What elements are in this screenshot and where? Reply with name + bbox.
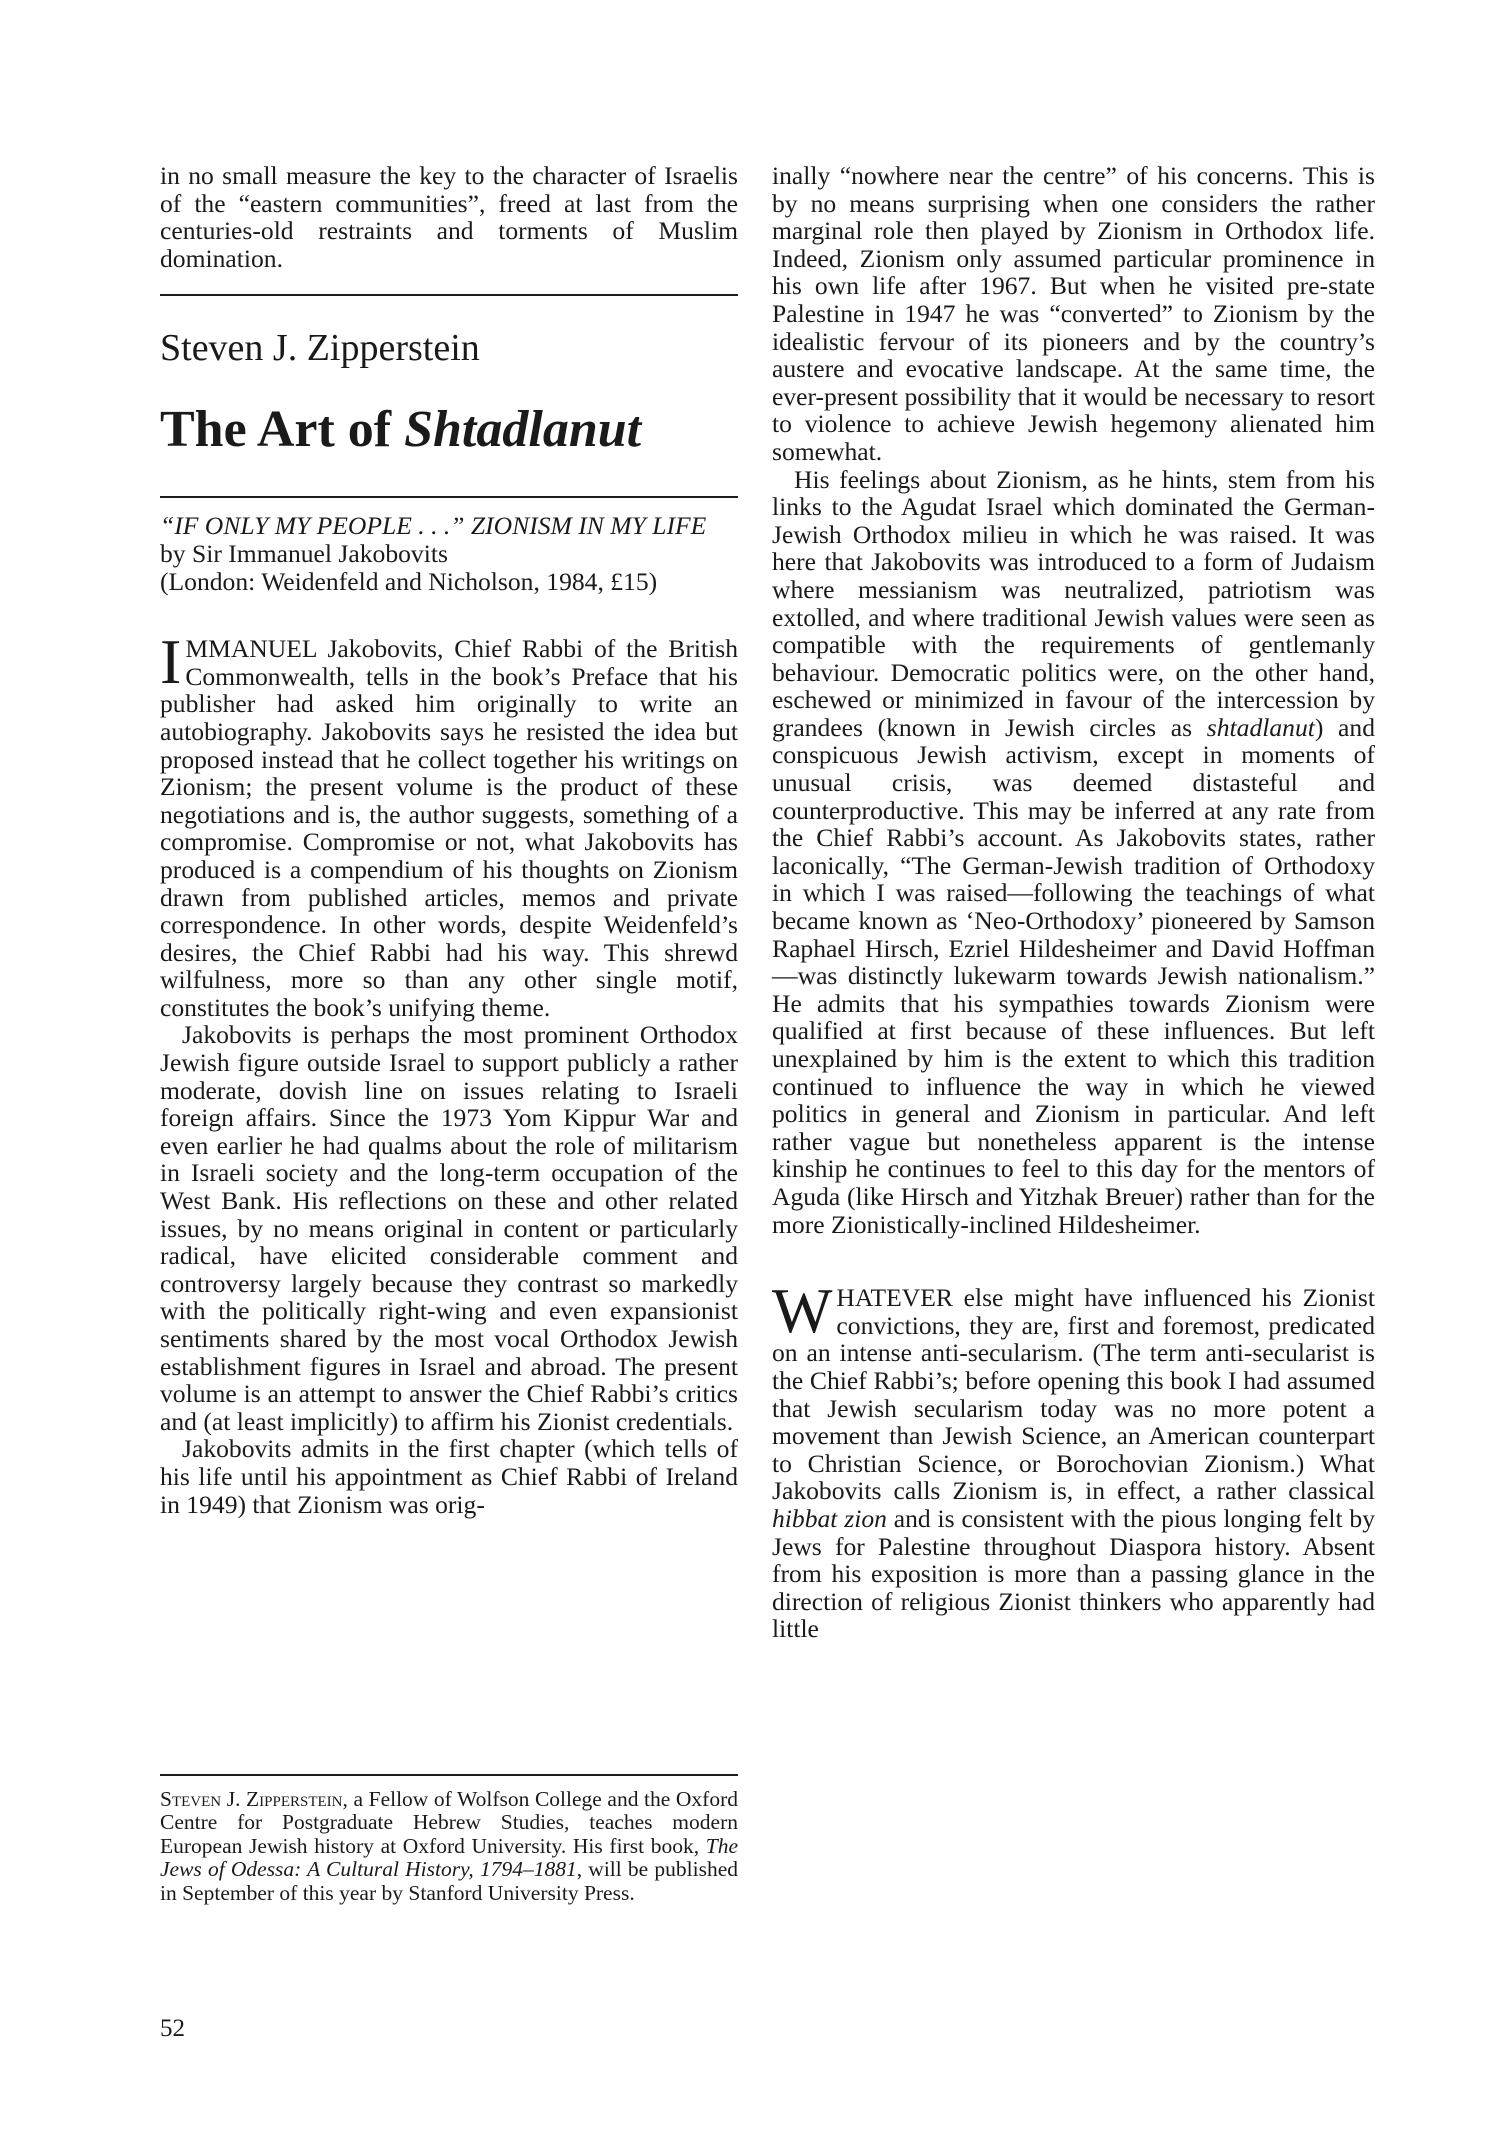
title-prefix: The Art of bbox=[160, 401, 405, 459]
section-divider bbox=[160, 294, 738, 296]
footnote-book-title: The Jews of Odessa: A Cultural History, 1794–1881 bbox=[160, 1833, 738, 1882]
footnote-text-end: , will be published in September of this year by Stanford University Press. bbox=[160, 1857, 738, 1905]
italic-term: shtadlanut bbox=[1206, 712, 1315, 742]
intro-paragraph: in no small measure the key to the character of Israelis of the “eastern communities”, freed at last from the centuries-old restraints and torments of Muslim domination. bbox=[160, 161, 738, 273]
drop-cap: I bbox=[160, 626, 182, 698]
reviewed-book-author: by Sir Immanuel Jakobovits bbox=[160, 538, 448, 568]
body-paragraph-2: Jakobovits is perhaps the most prominent Orthodox Jewish figure outside Israel to support publicly a rather moderate, dovish line on issues relating to Israeli foreign affairs. Since the 1973 Yom Kippur War and even earlier he had qualms about the role of militarism in Israeli society and the long-term occupation of the West Bank. His reflections on these and other related issues, by no means original in content or particularly radical, have elicited considerable comment and controversy largely because they contrast so markedly with the politically right-wing and even expansionist sentiments shared by the most vocal Orthodox Jewish establishment figures in Israel and abroad. The present volume is an attempt to answer the Chief Rabbi’s critics and (at least implicitly) to affirm his Zionist credentials. bbox=[160, 1020, 738, 1436]
paragraph-text: Jakobovits, Chief Rabbi of the British Commonwealth, tells in the book’s Preface that his publisher had asked him originally to write an autobiography. Jakobovits says he resisted the idea but proposed instead that he collect together his writings on Zionism; the present volume is the product of these negotiations and is, the author suggests, something of a compromise. Compromise or not, what Jakobovits has produced is a compendium of his thoughts on Zionism drawn from published articles, memos and private correspondence. In other words, despite Weidenfeld’s desires, the Chief Rabbi had his way. This shrewd wilfulness, more so than any other single motif, constitutes the book’s unifying theme. bbox=[160, 634, 738, 1022]
paragraph-text-cont: and is consistent with the pious longing felt by Jews for Palestine throughout Diaspora history. Absent from his exposition is more than a passing glance in the direction of religious Zionist thinkers who apparently had little bbox=[772, 1503, 1375, 1644]
body-paragraph-3: Jakobovits admits in the first chapter (which tells of his life until his appointment as Chief Rabbi of Ireland in 1949) that Zionism was orig- bbox=[160, 1434, 738, 1519]
footnote-divider bbox=[160, 1774, 738, 1776]
paragraph-text: His feelings about Zionism, as he hints, stem from his links to the Agudat Israel which dominated the German-Jewish Orthodox milieu in which he was raised. It was here that Jakobovits was introduced to a form of Judaism where messianism was neutralized, patriotism was extolled, and where traditional Jewish values were seen as compatible with the requirements of gentlemanly behaviour. Democratic politics were, on the other hand, eschewed or minimized in favour of the intercession by grandees (known in Jewish circles as bbox=[772, 464, 1375, 742]
body-paragraph-6 bbox=[772, 1275, 1375, 1644]
author-footnote bbox=[160, 1774, 738, 1905]
footnote-author-name: Steven J. Zipperstein bbox=[160, 1787, 343, 1811]
drop-cap: W bbox=[772, 1275, 833, 1347]
reviewed-book-publication: (London: Weidenfeld and Nicholson, 1984, £15) bbox=[160, 566, 658, 596]
paragraph-text-cont: ) and conspicuous Jewish activism, except in moments of unusual crisis, was deemed distasteful and counterproductive. This may be inferred at any rate from the Chief Rabbi’s account. As Jakobovits states, rather laconically, “The German-Jewish tradition of Orthodoxy in which I was raised—following the teachings of what became known as ‘Neo-Orthodoxy’ pioneered by Samson Raphael Hirsch, Ezriel Hildesheimer and David Hoffman—was distinctly lukewarm towards Jewish nationalism.” He admits that his sympathies towards Zionism were qualified at first because of these influences. But left unexplained by him is the extent to which this tradition continued to influence the way in which he viewed politics in general and Zionism in particular. And left rather vague but nonetheless apparent is the intense kinship he continues to feel to this day for the mentors of Aguda (like Hirsch and Yitzhak Breuer) rather than for the more Zionistically-inclined Hildesheimer. bbox=[772, 712, 1376, 1239]
lead-in-smallcaps: HATEVER bbox=[836, 1283, 953, 1313]
title-divider bbox=[160, 496, 738, 498]
body-paragraph-4: inally “nowhere near the centre” of his concerns. This is by no means surprising when one considers the rather marginal role then played by Zionism in Orthodox life. Indeed, Zionism only assumed particular prominence in his own life after 1967. But when he visited pre-state Palestine in 1947 he was “converted” to Zionism by the idealistic fervour of its pioneers and by the country’s austere and evocative landscape. At the same time, the ever-present possibility that it would be necessary to resort to violence to achieve Jewish hegemony alienated him somewhat. bbox=[772, 161, 1375, 466]
title-italic: Shtadlanut bbox=[404, 401, 642, 459]
reviewed-book-title: “IF ONLY MY PEOPLE . . .” ZIONISM IN MY LIFE bbox=[160, 511, 707, 541]
lead-in-smallcaps: MMANUEL bbox=[185, 634, 317, 664]
right-column bbox=[772, 162, 1375, 1643]
article-author: Steven J. Zipperstein bbox=[160, 327, 480, 370]
paragraph-text: else might have influenced his Zionist convictions, they are, first and foremost, predicated on an intense anti-secularism. (The term anti-secularist is the Chief Rabbi’s; before opening this book I had assumed that Jewish secularism today was no more potent a movement than Jewish Science, an American counterpart to Christian Science, or Borochovian Zionism.) What Jakobovits calls Zionism is, in effect, a rather classical bbox=[772, 1283, 1375, 1506]
footnote-text: , a Fellow of Wolfson College and the Oxford Centre for Postgraduate Hebrew Studies, teaches modern European Jewish history at Oxford University. His first book, bbox=[160, 1787, 739, 1858]
page-number: 52 bbox=[160, 2015, 185, 2042]
body-paragraph-1 bbox=[160, 626, 738, 1022]
article-title bbox=[160, 400, 738, 460]
italic-term: hibbat zion bbox=[772, 1503, 887, 1533]
body-paragraph-5 bbox=[772, 466, 1375, 1239]
left-column bbox=[160, 162, 738, 1518]
